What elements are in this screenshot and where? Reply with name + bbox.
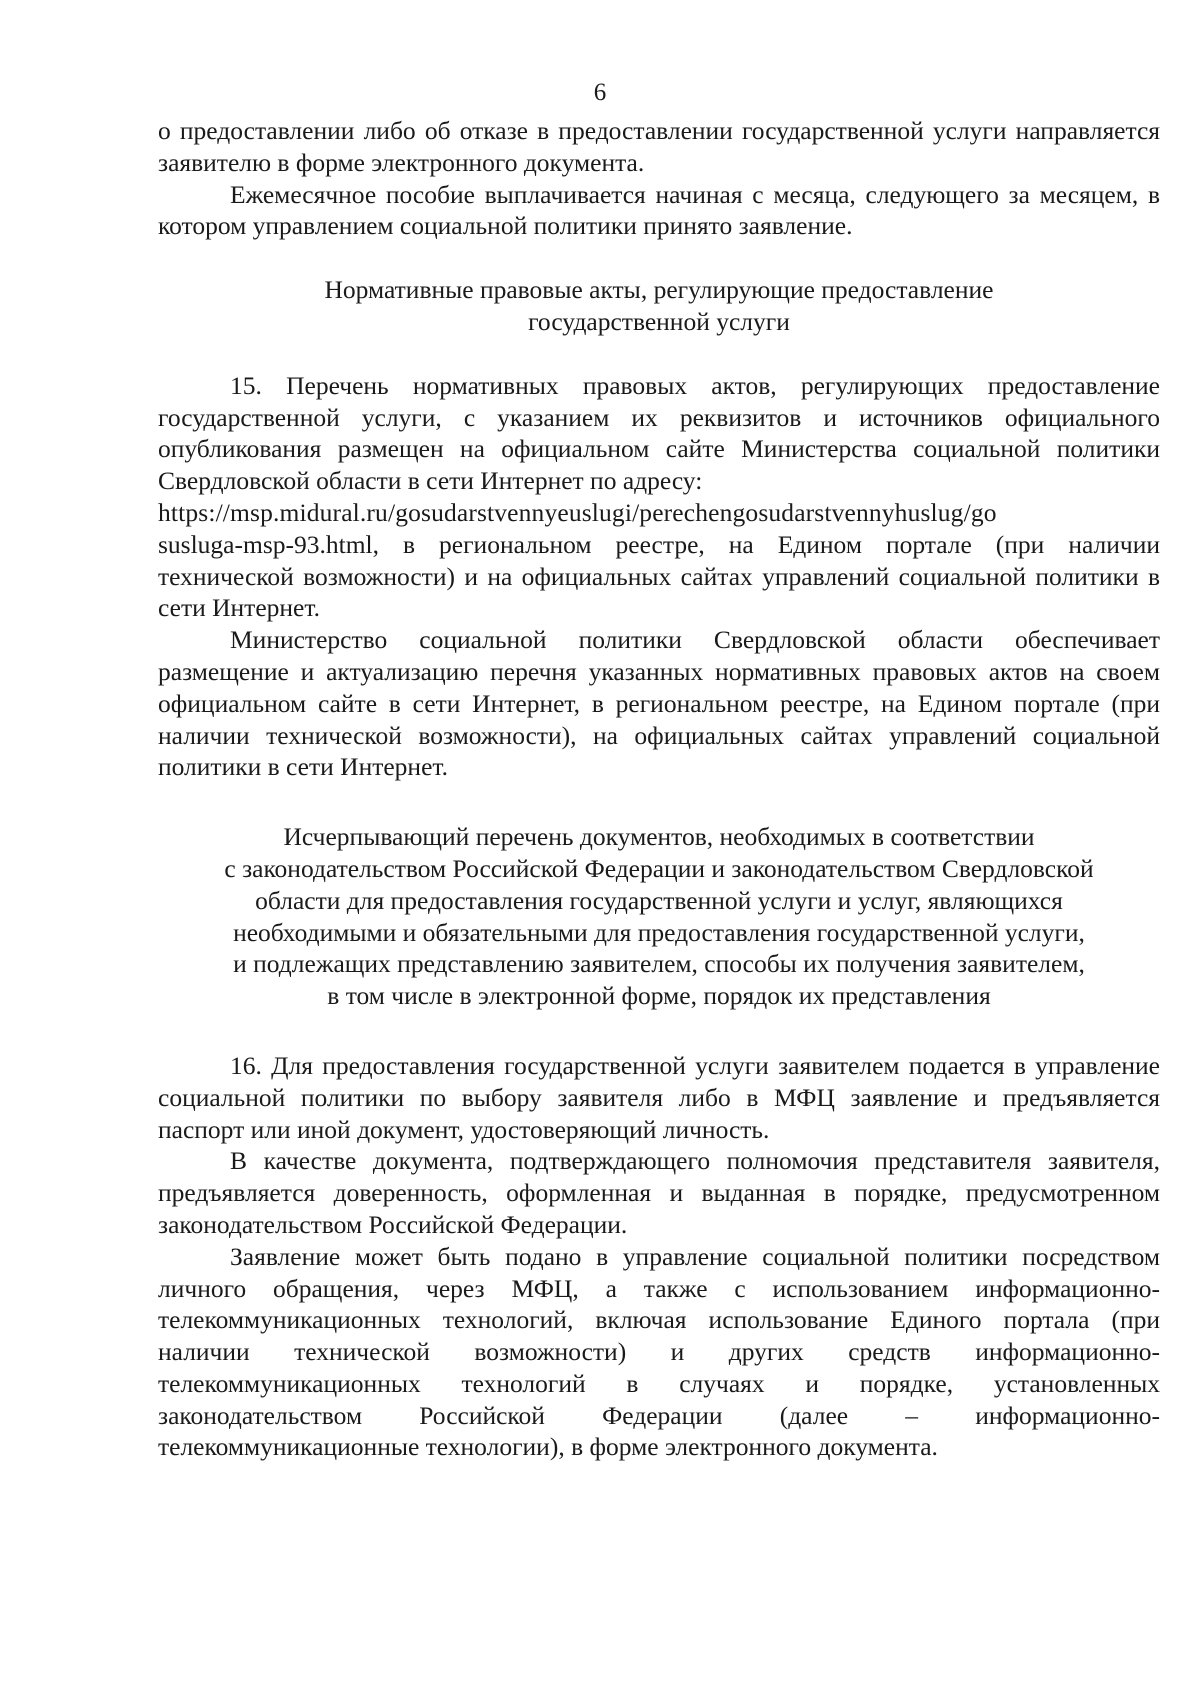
paragraph-continuation: о предоставлении либо об отказе в предоставлении государственной услуги направляется заявителю в форме электронного документа.	[158, 116, 1160, 177]
heading-line: с законодательством Российской Федерации и законодательством Свердловской	[224, 853, 1094, 883]
paragraph-16-submission: Заявление может быть подано в управление социальной политики посредством личного обращения, через МФЦ, а также с использованием информационно-телекоммуникационных технологий, включая использование Единого портала (при наличии технической возможности) и других средств информационно-телекоммуникационных технологий в случаях и порядке, установленных законодательством Российской Федерации (далее – информационно-телекоммуникационные технологии), в форме электронного документа.	[158, 1241, 1160, 1462]
spacer	[158, 1012, 1160, 1050]
paragraph-monthly-allowance: Ежемесячное пособие выплачивается начиная с месяца, следующего за месяцем, в котором управлением социальной политики принято заявление.	[158, 179, 1160, 241]
section-heading-normative-acts	[158, 274, 1160, 338]
paragraph-15-text-cont: susluga-msp-93.html, в региональном реестре, на Едином портале (при наличии технической возможности) и на официальных сайтах управлений социальной политики в сети Интернет.	[158, 529, 1160, 623]
heading-line: области для предоставления государственной услуги и услуг, являющихся	[255, 885, 1063, 915]
spacer	[158, 338, 1160, 370]
paragraph-15-text: 15. Перечень нормативных правовых актов, регулирующих предоставление государственной услуги, с указанием их реквизитов и источников официального опубликования размещен на официальном сайте Министерства социальной политики Свердловской области в сети Интернет по адресу:	[158, 370, 1160, 496]
paragraph-15-ministry: Министерство социальной политики Свердловской области обеспечивает размещение и актуализацию перечня указанных нормативных правовых актов на своем официальном сайте в сети Интернет, в региональном реестре, на Едином портале (при наличии технической возможности), на официальных сайтах управлений социальной политики в сети Интернет.	[158, 625, 1160, 782]
section-heading-documents-list	[158, 821, 1160, 1012]
heading-line: государственной услуги	[528, 306, 790, 336]
heading-line: Исчерпывающий перечень документов, необходимых в соответствии	[283, 822, 1035, 852]
heading-line: необходимыми и обязательными для предоставления государственной услуги,	[233, 917, 1085, 947]
page-number: 6	[593, 79, 607, 106]
document-body	[158, 115, 1160, 1463]
spacer	[158, 783, 1160, 821]
heading-line: Нормативные правовые акты, регулирующие предоставление	[324, 275, 994, 305]
paragraph-15-url: https://msp.midural.ru/gosudarstvennyeuslugi/perechengosudarstvennyhuslug/go	[158, 497, 997, 527]
paragraph-15	[158, 370, 1160, 624]
heading-line: в том числе в электронной форме, порядок их представления	[327, 981, 991, 1011]
paragraph-16-representative: В качестве документа, подтверждающего полномочия представителя заявителя, предъявляется доверенность, оформленная и выданная в порядке, предусмотренном законодательством Российской Федерации.	[158, 1146, 1160, 1239]
spacer	[158, 242, 1160, 274]
heading-line: и подлежащих представлению заявителем, способы их получения заявителем,	[233, 949, 1085, 979]
paragraph-16: 16. Для предоставления государственной услуги заявителем подается в управление социальной политики по выбору заявителя либо в МФЦ заявление и предъявляется паспорт или иной документ, удостоверяющий личность.	[158, 1050, 1160, 1144]
